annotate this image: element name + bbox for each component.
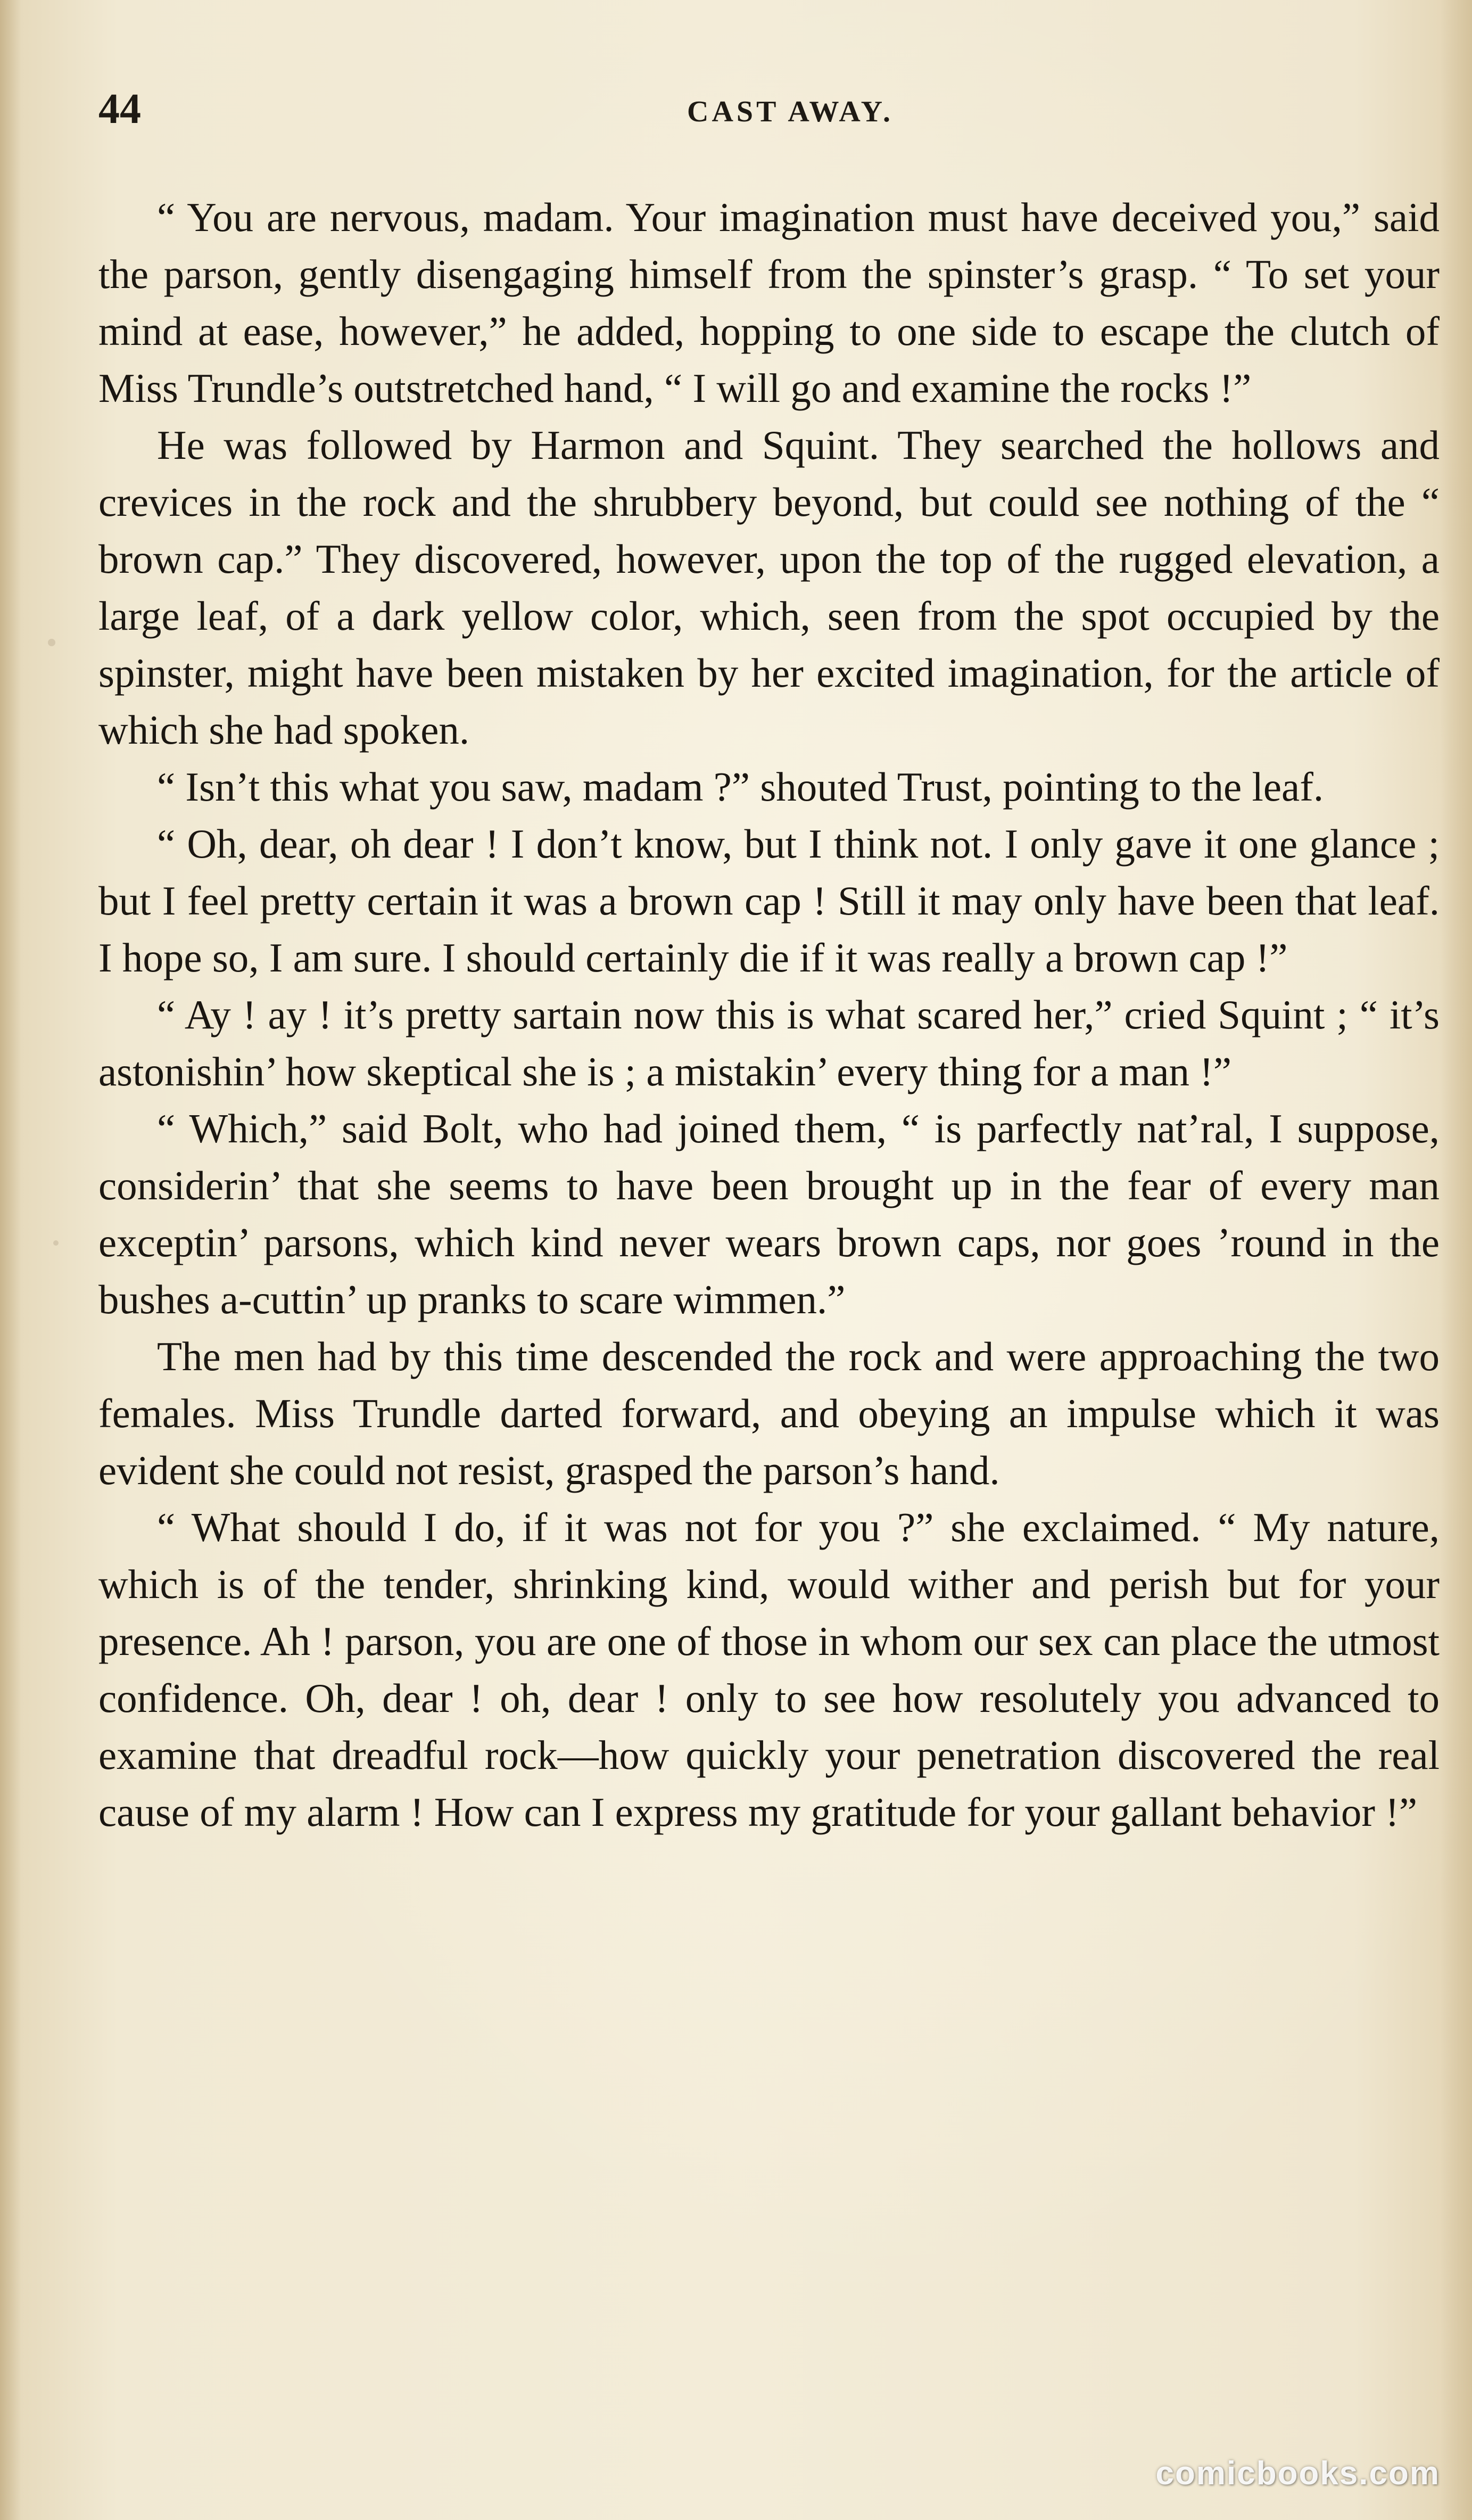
body-text xyxy=(98,189,1440,1841)
paragraph: “ Oh, dear, oh dear ! I don’t know, but I think not. I only gave it one glance ; but I feel pretty certain it was a brown cap ! Still it may only have been that leaf. I hope so, I am sure. I should certainly die if it was really a brown cap !” xyxy=(98,821,1440,981)
paragraph: He was followed by Harmon and Squint. They searched the hollows and crevices in the rock and the shrubbery beyond, but could see nothing of the “ brown cap.” They discovered, however, upon the top of the rugged elevation, a large leaf, of a dark yellow color, which, seen from the spot occupied by the spinster, might have been mistaken by her excited imagination, for the article of which she had spoken. xyxy=(98,422,1440,753)
paragraph: The men had by this time descended the rock and were approaching the two females. Miss Trundle darted forward, and obeying an impulse which it was evident she could not resist, grasped the parson’s hand. xyxy=(98,1333,1440,1493)
paragraph: “ What should I do, if it was not for you ?” she exclaimed. “ My nature, which is of the tender, shrinking kind, would wither and perish but for your presence. Ah ! parson, you are one of those in whom our sex can place the utmost confidence. Oh, dear ! oh, dear ! only to see how resolutely you advanced to examine that dreadful rock—how quickly your penetration discovered the real cause of my alarm ! How can I express my gratitude for your gallant behavior !” xyxy=(98,1504,1440,1835)
running-head: CAST AWAY. xyxy=(687,95,894,128)
page-header xyxy=(98,80,1440,138)
paragraph: “ You are nervous, madam. Your imagination must have deceived you,” said the parson, gently disengaging himself from the spinster’s grasp. “ To set your mind at ease, however,” he added, hopping to one side to escape the clutch of Miss Trundle’s outstretched hand, “ I will go and examine the rocks !” xyxy=(98,194,1440,411)
page-shadow-right xyxy=(1440,0,1472,2520)
paper-stain xyxy=(48,639,55,646)
page-shadow-left xyxy=(0,0,21,2520)
paragraph: “ Ay ! ay ! it’s pretty sartain now this is what scared her,” cried Squint ; “ it’s astonishin’ how skeptical she is ; a mistakin’ every thing for a man !” xyxy=(98,992,1440,1094)
paper-stain xyxy=(53,1240,59,1246)
watermark: comicbooks.com xyxy=(1155,2455,1440,2492)
paragraph: “ Which,” said Bolt, who had joined them, “ is parfectly nat’ral, I suppose, considerin’ that she seems to have been brought up in the fear of every man exceptin’ parsons, which kind never wears brown caps, nor goes ’round in the bushes a-cuttin’ up pranks to scare wimmen.” xyxy=(98,1106,1440,1322)
page-number: 44 xyxy=(98,86,141,133)
paragraph: “ Isn’t this what you saw, madam ?” shouted Trust, pointing to the leaf. xyxy=(157,764,1324,810)
